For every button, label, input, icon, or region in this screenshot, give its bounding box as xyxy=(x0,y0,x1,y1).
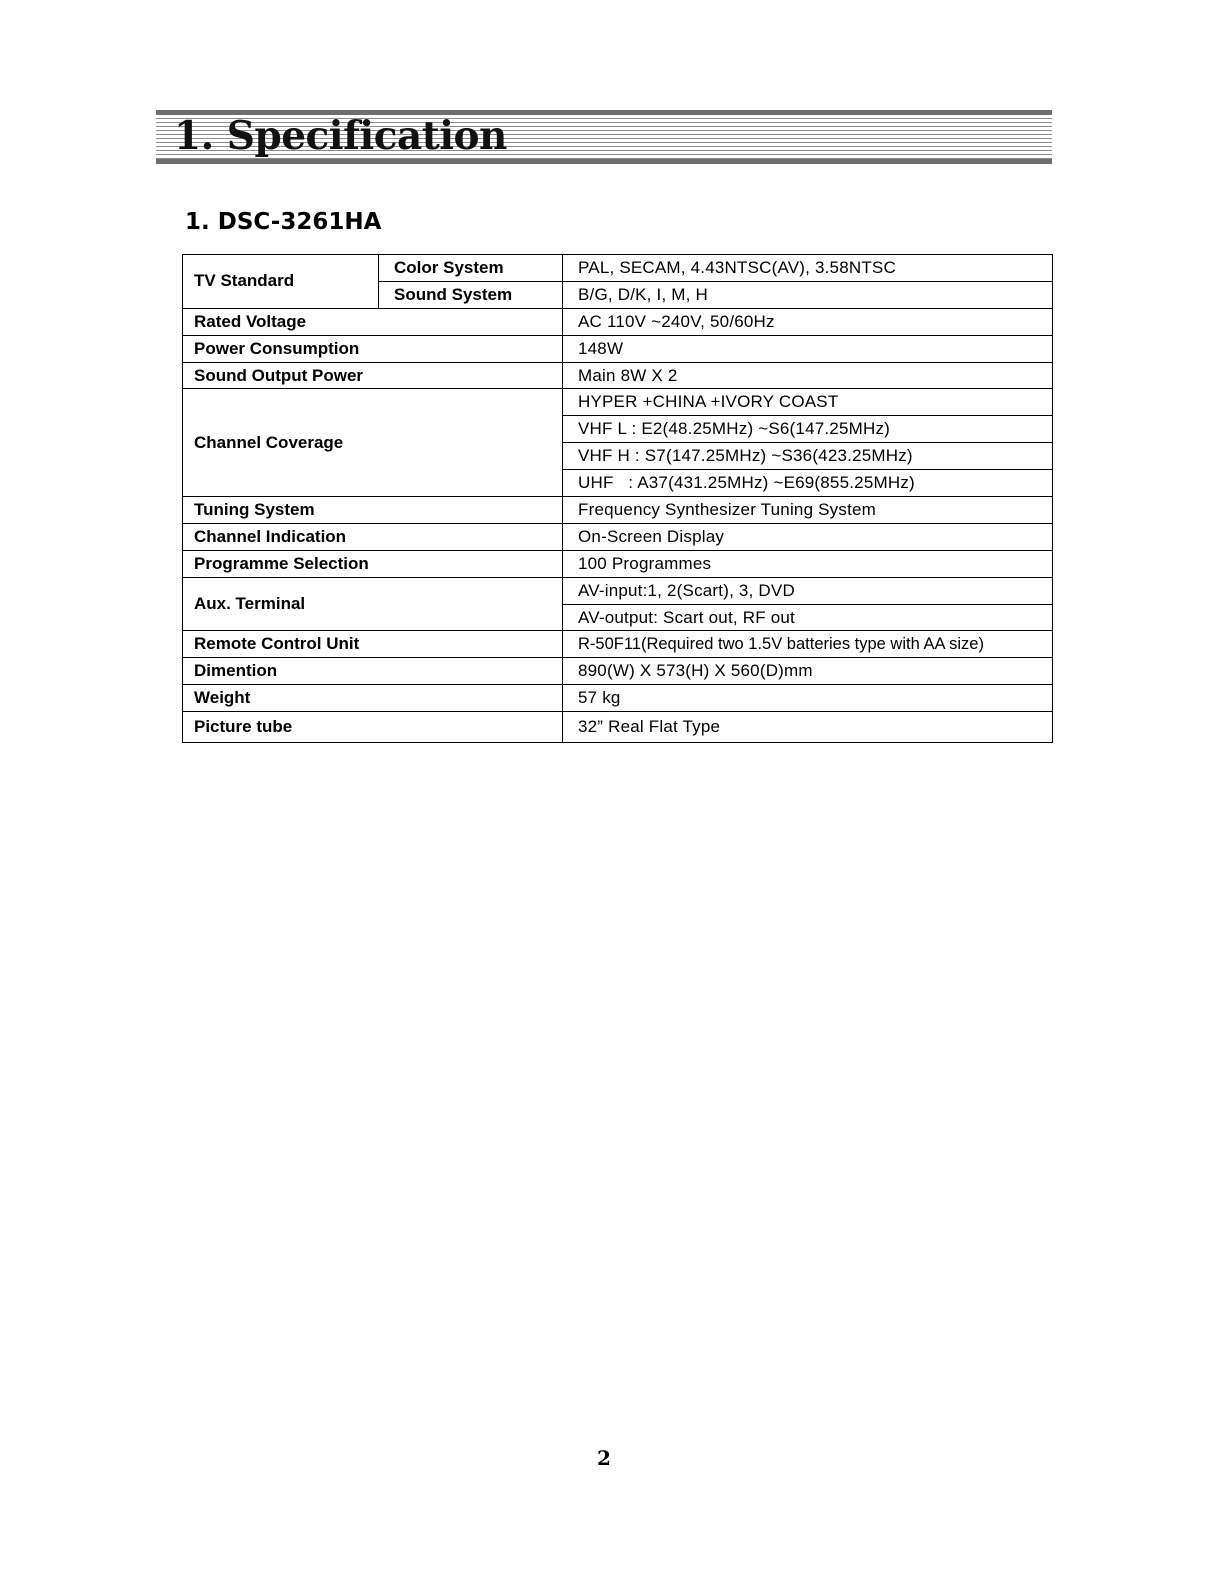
channel-indication-value: On-Screen Display xyxy=(563,523,1053,550)
table-row xyxy=(183,685,1053,712)
channel-coverage-value-3: VHF H : S7(147.25MHz) ~S36(423.25MHz) xyxy=(563,443,1053,470)
page-number: 2 xyxy=(597,1446,611,1470)
color-system-value: PAL, SECAM, 4.43NTSC(AV), 3.58NTSC xyxy=(563,255,1053,282)
specification-table xyxy=(182,254,1053,743)
color-system-label: Color System xyxy=(379,255,563,282)
remote-control-unit-value: R-50F11(Required two 1.5V batteries type with AA size) xyxy=(563,631,1053,658)
section-title: 1. Specification xyxy=(174,113,507,159)
remote-control-unit-label: Remote Control Unit xyxy=(183,631,563,658)
aux-terminal-value-1: AV-input:1, 2(Scart), 3, DVD xyxy=(563,577,1053,604)
sound-system-label: Sound System xyxy=(379,281,563,308)
programme-selection-value: 100 Programmes xyxy=(563,550,1053,577)
dimention-value: 890(W) X 573(H) X 560(D)mm xyxy=(563,658,1053,685)
sound-output-power-value: Main 8W X 2 xyxy=(563,362,1053,389)
table-row xyxy=(183,631,1053,658)
picture-tube-value: 32” Real Flat Type xyxy=(563,712,1053,743)
table-row xyxy=(183,362,1053,389)
table-row xyxy=(183,308,1053,335)
rated-voltage-label: Rated Voltage xyxy=(183,308,563,335)
table-row xyxy=(183,577,1053,604)
table-row xyxy=(183,712,1053,743)
table-row xyxy=(183,550,1053,577)
sound-system-value: B/G, D/K, I, M, H xyxy=(563,281,1053,308)
table-row xyxy=(183,389,1053,416)
channel-coverage-value-2: VHF L : E2(48.25MHz) ~S6(147.25MHz) xyxy=(563,416,1053,443)
weight-label: Weight xyxy=(183,685,563,712)
tv-standard-label: TV Standard xyxy=(183,255,379,309)
aux-terminal-label: Aux. Terminal xyxy=(183,577,563,631)
table-row xyxy=(183,658,1053,685)
section-title-bar xyxy=(156,110,1052,164)
table-row xyxy=(183,497,1053,524)
programme-selection-label: Programme Selection xyxy=(183,550,563,577)
model-title: 1. DSC-3261HA xyxy=(185,209,382,235)
tuning-system-label: Tuning System xyxy=(183,497,563,524)
table-row xyxy=(183,335,1053,362)
sound-output-power-label: Sound Output Power xyxy=(183,362,563,389)
aux-terminal-value-2: AV-output: Scart out, RF out xyxy=(563,604,1053,631)
channel-coverage-label: Channel Coverage xyxy=(183,389,563,497)
rated-voltage-value: AC 110V ~240V, 50/60Hz xyxy=(563,308,1053,335)
channel-coverage-value-4: UHF : A37(431.25MHz) ~E69(855.25MHz) xyxy=(563,470,1053,497)
weight-value: 57 kg xyxy=(563,685,1053,712)
picture-tube-label: Picture tube xyxy=(183,712,563,743)
channel-coverage-value-1: HYPER +CHINA +IVORY COAST xyxy=(563,389,1053,416)
table-row xyxy=(183,255,1053,282)
power-consumption-label: Power Consumption xyxy=(183,335,563,362)
tuning-system-value: Frequency Synthesizer Tuning System xyxy=(563,497,1053,524)
channel-indication-label: Channel Indication xyxy=(183,523,563,550)
dimention-label: Dimention xyxy=(183,658,563,685)
table-row xyxy=(183,523,1053,550)
power-consumption-value: 148W xyxy=(563,335,1053,362)
